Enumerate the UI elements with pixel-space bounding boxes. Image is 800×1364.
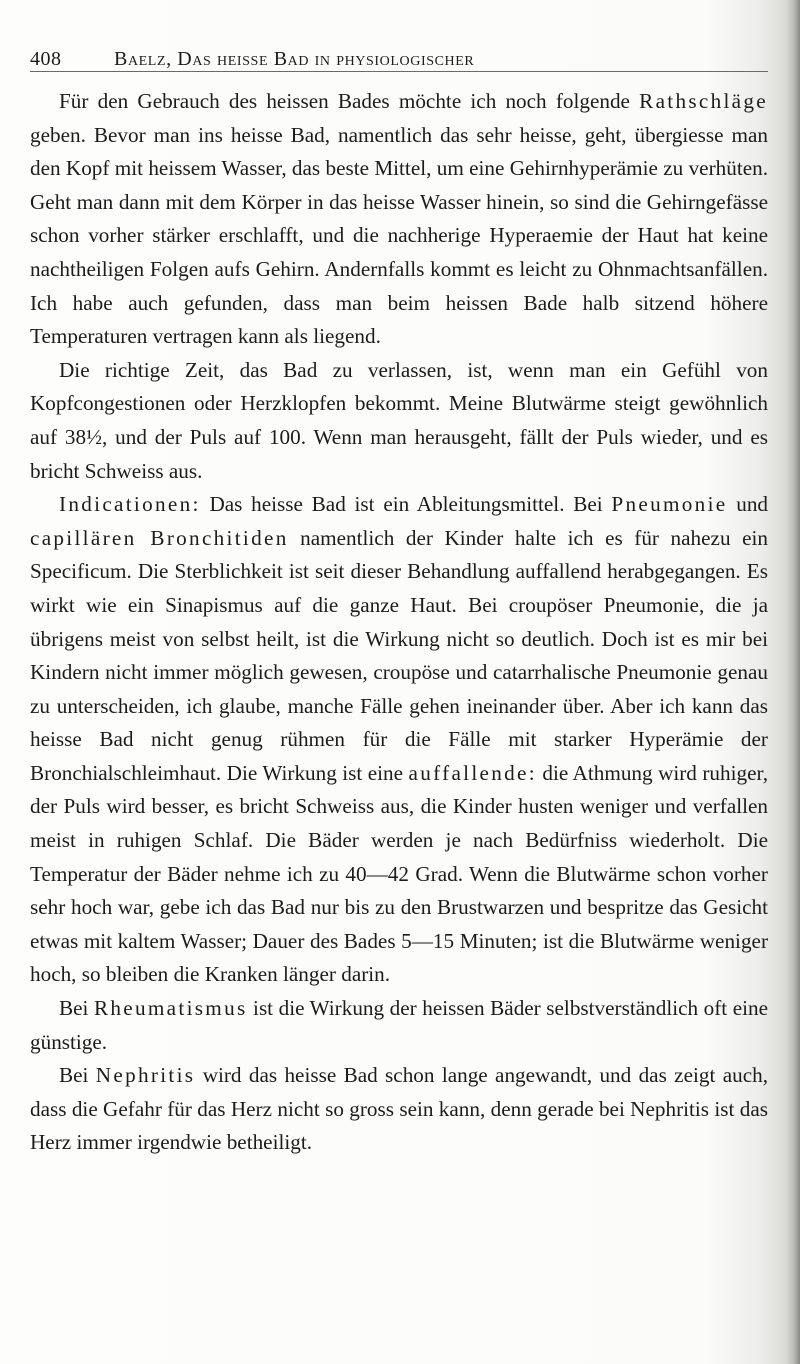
- paragraph-text: und: [727, 492, 768, 517]
- paragraph-text: die Athmung wird ruhiger, der Puls wird besser, es bricht Schweiss aus, die Kinder husten weniger und verfallen meist in ruhigen Schlaf. Die Bäder werden je nach Bedürfniss wiederholt. Die Temperatur der Bäder nehme ich zu 40—42 Grad. Wenn die Blutwärme schon vorher sehr hoch war, gebe ich das Bad nur bis zu den Brustwarzen und bespritze das Gesicht etwas mit kaltem Wasser; Dauer des Bades 5—15 Minuten; ist die Blutwärme weniger hoch, so bleiben die Kranken länger darin.: [30, 760, 768, 987]
- running-head: Baelz, Das heisse Bad in physiologischer: [114, 48, 475, 70]
- paragraph: [30, 992, 768, 1059]
- page-edge-shadow: [786, 0, 800, 1364]
- paragraph: [30, 488, 768, 992]
- paragraph-text: Bei: [59, 996, 94, 1021]
- paragraph-text: wird das heisse Bad schon lange angewandt, und das zeigt auch, dass die Gefahr für das Herz nicht so gross sein kann, denn gerade bei Nephritis ist das Herz immer irgendwie betheiligt.: [30, 1063, 768, 1155]
- paragraph: [30, 1059, 768, 1160]
- spaced-emphasis: Nephritis: [95, 1063, 196, 1088]
- paragraph: [30, 354, 768, 488]
- paragraph-text: Bei: [59, 1063, 96, 1088]
- spaced-emphasis: auffallende:: [408, 760, 537, 785]
- page-header: [30, 42, 770, 72]
- paragraph-text: ist die Wirkung der heissen Bäder selbstverständlich oft eine günstige.: [30, 996, 768, 1054]
- paragraph-text: namentlich der Kinder halte ich es für nahezu ein Specificum. Die Sterblichkeit ist seit dieser Behandlung auffallend herabgegangen. Es wirkt wie ein Sinapismus auf die ganze Haut. Bei croupöser Pneumonie, die ja übrigens meist von selbst heilt, ist die Wirkung nicht so deutlich. Doch ist es mir bei Kindern nicht immer möglich gewesen, croupöse und catarrhalische Pneumonie genau zu unterscheiden, ich glaube, manche Fälle gehen ineinander über. Aber ich kann das heisse Bad nicht genug rühmen für die Fälle mit starker Hyperämie der Bronchialschleimhaut. Die Wirkung ist eine: [30, 525, 768, 785]
- paragraph-text: Für den Gebrauch des heissen Bades möchte ich noch folgende: [59, 89, 640, 113]
- spaced-emphasis: Indicationen:: [59, 492, 201, 517]
- paragraph-text: Das heisse Bad ist ein Ableitungsmittel. Bei: [200, 492, 612, 517]
- page-number: 408: [30, 48, 62, 70]
- paragraph-text: geben. Bevor man ins heisse Bad, namentlich das sehr heisse, geht, übergiesse man den Kopf mit heissem Wasser, das beste Mittel, um eine Gehirnhyperämie zu verhüten. Geht man dann mit dem Körper in das heisse Wasser hinein, so sind die Gehirngefässe schon vorher stärker erschlafft, und die nachherige Hyperaemie der Haut hat keine nachtheiligen Folgen aufs Gehirn. Andernfalls kommt es leicht zu Ohnmachtsanfällen. Ich habe auch gefunden, dass man beim heissen Bade halb sitzend höhere Temperaturen vertragen kann als liegend.: [30, 122, 768, 349]
- spaced-emphasis: capillären Bronchitiden: [30, 525, 289, 550]
- spaced-emphasis: Pneumonie: [611, 492, 728, 517]
- header-rule: [30, 71, 768, 72]
- spaced-emphasis: Rathschläge: [639, 89, 768, 113]
- body-text: [30, 85, 768, 1160]
- paragraph: [30, 85, 768, 354]
- paragraph-text: Die richtige Zeit, das Bad zu verlassen, ist, wenn man ein Gefühl von Kopfcongestionen oder Herzklopfen bekommt. Meine Blutwärme steigt gewöhnlich auf 38½, und der Puls auf 100. Wenn man herausgeht, fällt der Puls wieder, und es bricht Schweiss aus.: [30, 357, 768, 483]
- spaced-emphasis: Rheumatismus: [93, 996, 248, 1021]
